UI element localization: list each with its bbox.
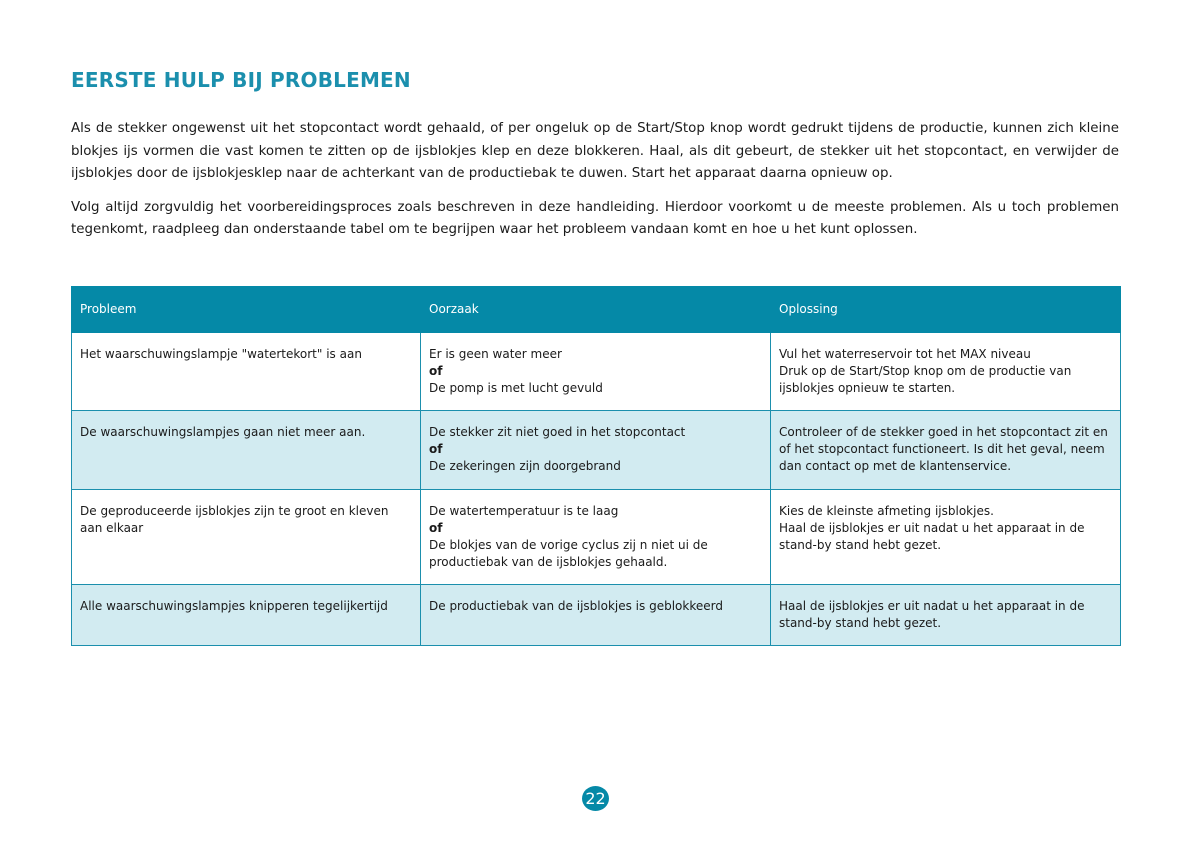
solution-cell — [771, 333, 1121, 411]
table-row — [72, 585, 1121, 646]
header-solution: Oplossing — [771, 287, 1121, 333]
solution-text: Haal de ijsblokjes er uit nadat u het apparaat in de stand-by stand hebt gezet. — [779, 599, 1085, 630]
problem-text: Alle waarschuwingslampjes knipperen tegelijkertijd — [80, 599, 388, 613]
solution-cell — [771, 585, 1121, 646]
or-label: of — [429, 521, 443, 535]
cause-text: De pomp is met lucht gevuld — [429, 381, 603, 395]
solution-text: Kies de kleinste afmeting ijsblokjes. — [779, 504, 994, 518]
cause-text: Er is geen water meer — [429, 347, 562, 361]
solution-cell — [771, 411, 1121, 490]
problem-cell — [72, 585, 421, 646]
cause-cell — [421, 490, 771, 585]
intro-paragraph-1: Als de stekker ongewenst uit het stopcontact wordt gehaald, of per ongeluk op de Start/Stop knop wordt gedrukt tijdens de productie, kunnen zich kleine blokjes ijs vormen die vast komen te zitten op de ijsblokjes klep en deze blokkeren. Haal, als dit gebeurt, de stekker uit het stopcontact, en verwijder de ijsblokjes door de ijsblokjesklep naar de achterkant van de productiebak te duwen. Start het apparaat daarna opnieuw op. — [71, 121, 1119, 181]
cause-text: De watertemperatuur is te laag — [429, 504, 619, 518]
header-problem: Probleem — [72, 287, 421, 333]
troubleshooting-table — [71, 286, 1121, 646]
solution-cell — [771, 490, 1121, 585]
table-header-row — [72, 287, 1121, 333]
header-cause: Oorzaak — [421, 287, 771, 333]
solution-text: Haal de ijsblokjes er uit nadat u het apparaat in de stand-by stand hebt gezet. — [779, 521, 1085, 552]
cause-text: De zekeringen zijn doorgebrand — [429, 459, 621, 473]
problem-cell — [72, 490, 421, 585]
solution-text: Vul het waterreservoir tot het MAX niveau — [779, 347, 1031, 361]
or-label: of — [429, 442, 443, 456]
table-row — [72, 490, 1121, 585]
table-row — [72, 411, 1121, 490]
problem-cell — [72, 333, 421, 411]
cause-cell — [421, 333, 771, 411]
intro-text — [71, 118, 1119, 253]
solution-text: Druk op de Start/Stop knop om de productie van ijsblokjes opnieuw te starten. — [779, 364, 1072, 395]
cause-cell — [421, 411, 771, 490]
cause-text: De productiebak van de ijsblokjes is geblokkeerd — [429, 599, 723, 613]
problem-text: Het waarschuwingslampje "watertekort" is aan — [80, 347, 362, 361]
cause-text: De blokjes van de vorige cyclus zij n niet ui de productiebak van de ijsblokjes gehaald. — [429, 538, 708, 569]
problem-cell — [72, 411, 421, 490]
page-number-badge: 22 — [582, 786, 609, 811]
problem-text: De geproduceerde ijsblokjes zijn te groot en kleven aan elkaar — [80, 504, 389, 535]
cause-cell — [421, 585, 771, 646]
problem-text: De waarschuwingslampjes gaan niet meer aan. — [80, 425, 366, 439]
or-label: of — [429, 364, 443, 378]
table-row — [72, 333, 1121, 411]
intro-paragraph-2: Volg altijd zorgvuldig het voorbereidingsproces zoals beschreven in deze handleiding. Hierdoor voorkomt u de meeste problemen. Als u toch problemen tegenkomt, raadpleeg dan onderstaande tabel om te begrijpen waar het probleem vandaan komt en hoe u het kunt oplossen. — [71, 199, 1119, 237]
solution-text: Controleer of de stekker goed in het stopcontact zit en of het stopcontact functioneert. Is dit het geval, neem dan contact op met de klantenservice. — [779, 425, 1108, 473]
page-title: EERSTE HULP BIJ PROBLEMEN — [71, 68, 411, 92]
cause-text: De stekker zit niet goed in het stopcontact — [429, 425, 686, 439]
